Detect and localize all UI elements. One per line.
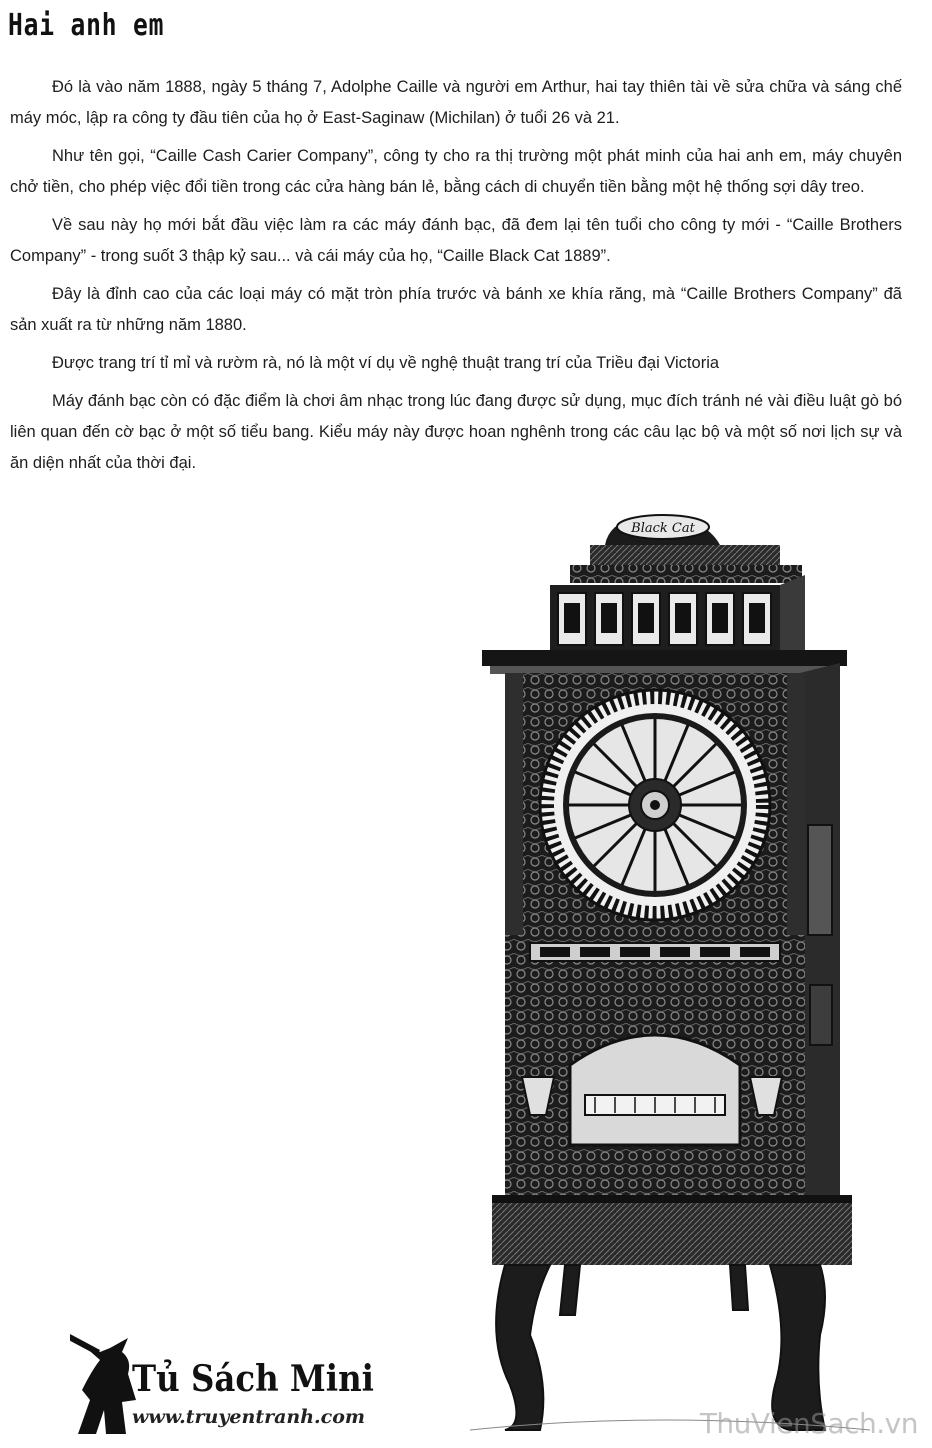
- crest: [570, 515, 802, 583]
- paragraph: Đây là đỉnh cao của các loại máy có mặt tròn phía trước và bánh xe khía răng, mà “Caille Brothers Company” đã sản xuất ra từ những năm 1880.: [10, 285, 902, 334]
- watermark: ThuVienSach.vn: [699, 1407, 918, 1440]
- page-title: Hai anh em: [8, 8, 165, 43]
- paragraph: Máy đánh bạc còn có đặc điểm là chơi âm nhạc trong lúc đang được sử dụng, mục đích tránh né vài điều luật gò bó liên quan đến cờ bạc ở một số tiểu bang. Kiểu máy này được hoan nghênh trong các câu lạc bộ và một số nơi lịch sự và ăn diện nhất của thời đại.: [10, 392, 902, 472]
- slot-machine-illustration: [430, 505, 890, 1440]
- payout-tray: [570, 1035, 740, 1145]
- article-body: [10, 72, 902, 486]
- roulette-wheel: [540, 690, 770, 920]
- brand-name: Tủ Sách Mini: [132, 1358, 374, 1400]
- reader-figure-icon: [70, 1330, 140, 1440]
- paragraph: Như tên gọi, “Caille Cash Carier Company”, công ty cho ra thị trường một phát minh của hai anh em, máy chuyên chở tiền, cho phép việc đổi tiền trong các cửa hàng bán lẻ, bằng cách di chuyển tiền bằng một hệ thống sợi dây treo.: [10, 147, 902, 196]
- paragraph: Được trang trí tỉ mỉ và rườm rà, nó là một ví dụ về nghệ thuật trang trí của Triều đại Victoria: [52, 354, 720, 372]
- cabinet-base: [492, 1195, 852, 1265]
- reel-panel: [550, 575, 805, 650]
- legs: [496, 1265, 825, 1430]
- paragraph: Về sau này họ mới bắt đầu việc làm ra các máy đánh bạc, đã đem lại tên tuổi cho công ty mới - “Caille Brothers Company” - trong suốt 3 thập kỷ sau... và cái máy của họ, “Caille Black Cat 1889”.: [10, 216, 902, 265]
- paragraph: Đó là vào năm 1888, ngày 5 tháng 7, Adolphe Caille và người em Arthur, hai tay thiên tài về sửa chữa và sáng chế máy móc, lập ra công ty đầu tiên của họ ở East-Saginaw (Michilan) ở tuổi 26 và 21.: [10, 78, 902, 127]
- brand-url: www.truyentranh.com: [132, 1406, 366, 1428]
- publisher-logo: [70, 1330, 390, 1440]
- crest-label: Black Cat: [631, 521, 695, 536]
